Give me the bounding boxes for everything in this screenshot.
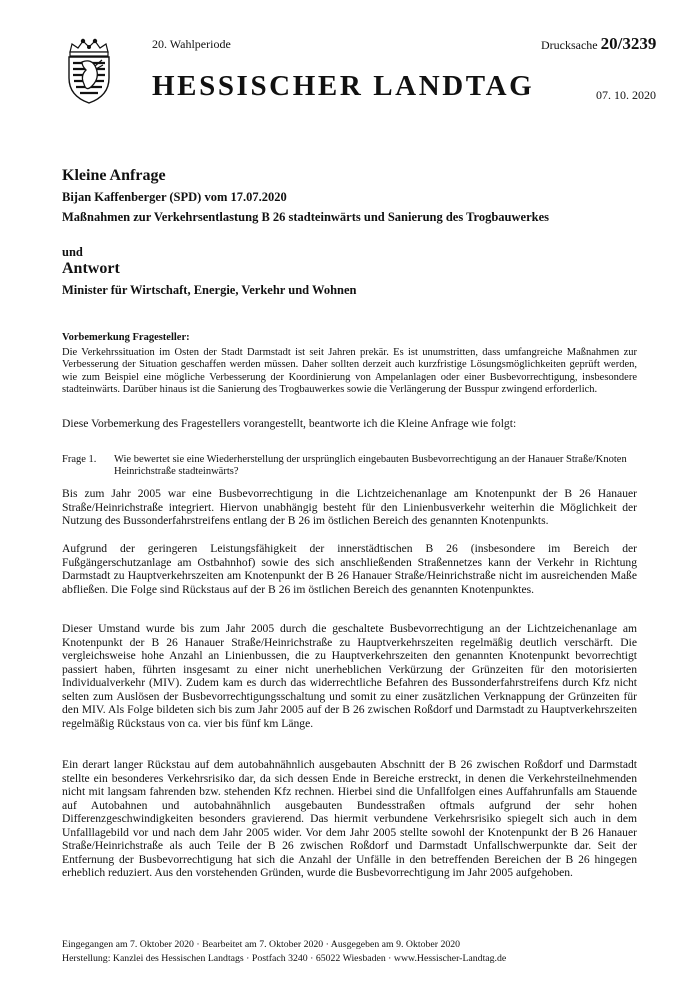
- answer-paragraph: Ein derart langer Rückstau auf dem autobahnähnlich ausgebauten Abschnitt der B 26 zwischen Roßdorf und Darmstadt stellte ein besonderes Verkehrsrisiko dar, da sich dessen Ende in Bereiche erstreckt, in denen die Verkehrsteilnehmenden nicht mit langsam fahrenden bzw. stehenden Kfz rechnen. Hierbei sind die Unfallfolgen eines Auffahrunfalls am Stauende auf Autobahnen und autobahnähnlich ausgebauten Bundesstraßen oftmals aufgrund der sehr hohen Differenzgeschwindigkeiten besonders gravierend. Das hiermit verbundene Verkehrsrisiko spiegelt sich auch in dem Unfalllagebild vor und nach dem Jahr 2005 wider. Vor dem Jahr 2005 stellte sowohl der Knotenpunkt der B 26 Hanauer Straße/Heinrichstraße als auch Teile der B 26 zwischen Roßdorf und Darmstadt Unfallschwerpunkte dar. Seit der Entfernung der Busbevorrechtigung hat sich die Anzahl der Unfälle in den betreffenden Bereichen der B 26 hingegen erheblich reduziert. Aus den vorstehenden Gründen, wurde die Busbevorrechtigung im Jahr 2005 aufgehoben.: [62, 758, 637, 879]
- drucksache-number: 20/3239: [600, 34, 657, 53]
- question-number: Frage 1.: [62, 454, 97, 465]
- vorbemerkung-title: Vorbemerkung Fragesteller:: [62, 332, 190, 343]
- footer-dates: Eingegangen am 7. Oktober 2020 · Bearbeitet am 7. Oktober 2020 · Ausgegeben am 9. Oktober 2020: [62, 939, 461, 950]
- minister-line: Minister für Wirtschaft, Energie, Verkehr und Wohnen: [62, 283, 357, 297]
- answer-paragraph: Bis zum Jahr 2005 war eine Busbevorrechtigung in die Lichtzeichenanlage am Knotenpunkt der B 26 Hanauer Straße/Heinrichstraße integriert. Hiervon unabhängig besteht für den Linienbusverkehr weiterhin die Möglichkeit der Nutzung des Bussonderfahrstreifens entlang der B 26 im östlichen Bereich des genannten Knotenpunkts.: [62, 487, 637, 527]
- hessen-coat-of-arms-icon: [62, 38, 116, 104]
- parliament-title: HESSISCHER LANDTAG: [152, 70, 535, 102]
- wahlperiode: 20. Wahlperiode: [152, 37, 231, 51]
- kleine-anfrage-heading: Kleine Anfrage: [62, 167, 166, 184]
- footer-imprint: Herstellung: Kanzlei des Hessischen Landtags · Postfach 3240 · 65022 Wiesbaden · www.Hessischer-Landtag.de: [62, 953, 507, 964]
- answer-paragraph: Dieser Umstand wurde bis zum Jahr 2005 durch die geschaltete Busbevorrechtigung an der Lichtzeichenanlage am Knotenpunkt der B 26 Hanauer Straße/Heinrichstraße zu Hauptverkehrszeiten regelmäßig deutlich verschärft. Die vergleichsweise hohe Anzahl an Linienbussen, die zu Hauptverkehrszeiten den genannten Knotenpunkt bevorrechtigt passiert haben, führten insgesamt zu einer nicht unerheblichen Verkürzung der Grünzeiten für den motorisierten Individualverkehr (MIV). Zudem kam es durch das widerrechtliche Befahren des Bussonderfahrstreifens durch Kfz nicht selten zum Auslösen der Busbevorrechtigungsschaltung und somit zu einer zusätzlichen Verknappung der Grünzeiten für den MIV. Als Folge bildeten sich bis zum Jahr 2005 auf der B 26 zwischen Roßdorf und Darmstadt zu Hauptverkehrszeiten regelmäßig Rückstaus von ca. vier bis fünf km Länge.: [62, 622, 637, 730]
- subject-line: Maßnahmen zur Verkehrsentlastung B 26 stadteinwärts und Sanierung des Trogbauwerkes: [62, 210, 549, 224]
- drucksache-label: [541, 34, 656, 54]
- document-date: 07. 10. 2020: [596, 88, 656, 102]
- question-text: Wie bewertet sie eine Wiederherstellung der ursprünglich eingebauten Busbevorrechtigung an der Hanauer Straße/Knoten Heinrichstraße stadteinwärts?: [114, 454, 627, 478]
- vorbemerkung-text: Die Verkehrssituation im Osten der Stadt Darmstadt ist seit Jahren prekär. Es ist unumstritten, dass umfangreiche Maßnahmen zur Verbesserung der Situation geschaffen werden müssen. Daher sollten derzeit auch kurzfristige Lösungsmöglichkeiten geprüft werden, wie zum Beispiel eine mögliche Verbesserung der Koordinierung von Ampelanlagen oder einer Busbevorrechtigung, insbesondere stadteinwärts. Darüber hinaus ist die Sanierung des Trogbauwerkes sowie die Verlängerung der Busspur zwingend erforderlich.: [62, 347, 637, 396]
- answer-paragraph: Aufgrund der geringeren Leistungsfähigkeit der innerstädtischen B 26 (insbesondere im Bereich der Fußgängerschutzanlage am Ostbahnhof) sowie des sich anschließenden Straßennetzes kann der Verkehr in Richtung Darmstadt zu Hauptverkehrszeiten am Knotenpunkt der B 26 Hanauer Straße/Heinrichstraße nicht im ausreichenden Maße abfließen. Die Folge sind Rückstaus auf der B 26 im östlichen Bereich des genannten Knotenpunktes.: [62, 542, 637, 596]
- antwort-heading: Antwort: [62, 260, 120, 277]
- drucksache-text: Drucksache: [541, 38, 598, 52]
- author-line: Bijan Kaffenberger (SPD) vom 17.07.2020: [62, 190, 287, 204]
- intro-sentence: Diese Vorbemerkung des Fragestellers vorangestellt, beantworte ich die Kleine Anfrage wie folgt:: [62, 417, 517, 430]
- und-line: und: [62, 245, 83, 259]
